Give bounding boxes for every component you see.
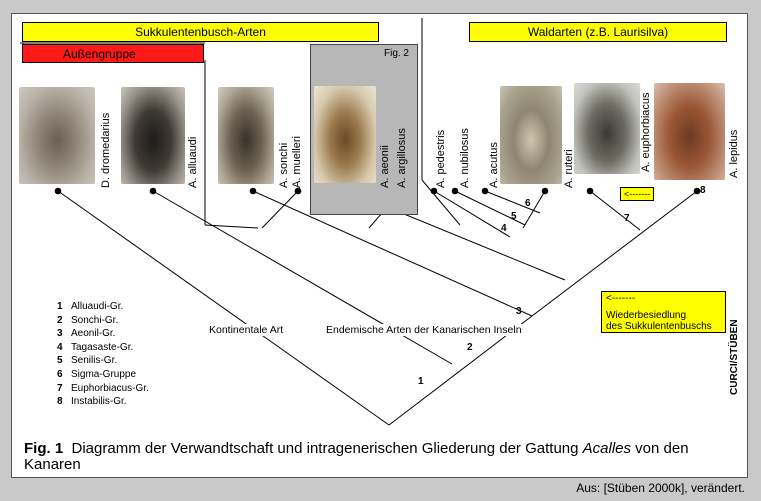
legend — [57, 300, 149, 409]
figure-caption — [24, 441, 724, 473]
species-label: A. pedestris — [435, 129, 447, 188]
species-label: A. muelleri — [291, 136, 303, 188]
legend-item: 2 Sonchi-Gr. — [57, 314, 119, 326]
tip-node — [452, 188, 459, 195]
species-label: A. nubilosus — [459, 128, 471, 188]
caption-label: Fig. 1 — [24, 440, 64, 457]
beetle-photo-sonchi — [218, 87, 274, 184]
tip-node — [542, 188, 549, 195]
species-label: A. alluaudi — [187, 136, 199, 188]
node-number: 5 — [511, 211, 517, 222]
legend-item: 8 Instabilis-Gr. — [57, 396, 127, 408]
legend-item: 4 Tagasaste-Gr. — [57, 341, 134, 353]
species-label: A. argillosus — [396, 128, 408, 188]
legend-item: 1 Alluaudi-Gr. — [57, 301, 124, 312]
legend-item: 5 Senilis-Gr. — [57, 355, 118, 367]
species-label: A. sonchi — [278, 142, 290, 188]
beetle-photo-lepidus — [654, 83, 725, 180]
recolonisation-box-text2: des Sukkulentenbuschs — [606, 321, 712, 332]
tip-node — [482, 188, 489, 195]
species-label: A. aeonii — [379, 145, 391, 188]
branch — [434, 191, 510, 237]
beetle-photo-ruteri — [574, 83, 640, 174]
succulent-header: Sukkulentenbusch-Arten — [22, 22, 379, 42]
branch — [523, 191, 545, 228]
species-label: D. dromedarius — [100, 112, 112, 188]
branch — [153, 191, 452, 364]
beetle-photo-alluaudi — [121, 87, 185, 184]
node-number: 4 — [501, 223, 507, 234]
branch — [262, 191, 298, 228]
side-credit: CURCI/STÜBEN — [729, 319, 740, 395]
tip-node — [431, 188, 438, 195]
node-number: 7 — [624, 213, 630, 224]
fig2-label: Fig. 2 — [383, 48, 409, 59]
forest-header: Waldarten (z.B. Laurisilva) — [469, 22, 727, 42]
recolonisation-box-text1: Wiederbesiedlung — [606, 310, 687, 321]
recolonisation-box — [601, 291, 726, 333]
outgroup-header: Außengruppe — [22, 44, 204, 63]
species-label: A. lepidus — [728, 129, 740, 178]
species-label: A. ruteri — [563, 149, 575, 188]
species-label: A. euphorbiacus — [640, 92, 652, 172]
recolonisation-arrow: <------- — [620, 187, 654, 201]
node-number: 2 — [467, 342, 473, 353]
caption-genus: Acalles — [582, 440, 631, 457]
node-number: 1 — [418, 376, 424, 387]
beetle-photo-acutus — [500, 86, 562, 184]
tip-node — [55, 188, 62, 195]
beetle-photo-dromedarius — [19, 87, 95, 184]
legend-item: 3 Aeonil-Gr. — [57, 328, 116, 340]
species-label: A. acutus — [488, 142, 500, 188]
endemic-label: Endemische Arten der Kanarischen Inseln — [326, 324, 522, 336]
caption-text: Diagramm der Verwandtschaft und intragenerischen Gliederung der Gattung — [71, 440, 579, 457]
source-credit: Aus: [Stüben 2000k], verändert. — [576, 481, 745, 495]
node-number: 6 — [525, 198, 531, 209]
node-number: 8 — [700, 185, 706, 196]
node-number: 3 — [516, 306, 522, 317]
tip-node — [150, 188, 157, 195]
tip-node — [587, 188, 594, 195]
caption-text-end: von den Kanaren — [24, 440, 689, 473]
tip-node — [295, 188, 302, 195]
beetle-photo-aeonii — [314, 86, 376, 183]
tip-node — [250, 188, 257, 195]
legend-item: 7 Euphorbiacus-Gr. — [57, 382, 149, 394]
recolonisation-box-arrow: <------- — [606, 293, 636, 304]
continental-label: Kontinentale Art — [209, 324, 284, 336]
legend-item: 6 Sigma-Gruppe — [57, 368, 137, 380]
